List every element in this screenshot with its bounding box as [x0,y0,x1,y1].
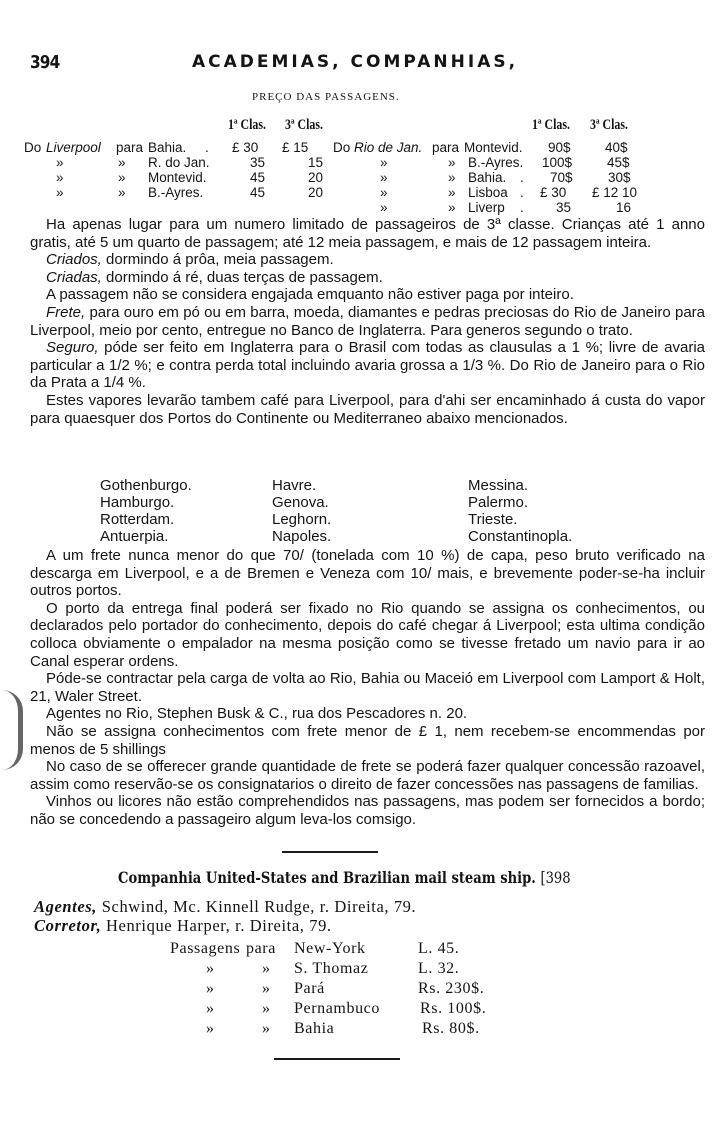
fare-prefix: » [206,1000,215,1017]
para-frete [30,304,705,339]
ditto-mark: » [380,185,388,200]
para-wines: Vinhos ou licores não estão comprehendidos nas passagens, mas podem ser fornecidos a bordo; não se concedendo a passageiro algum leva-los comsigo. [30,793,705,828]
broker-line [34,916,332,936]
criados-text: dormindo á prôa, meia passagem. [101,251,334,269]
company-fare-row-1 [0,960,725,980]
fare-prefix: » [206,1020,215,1037]
port: Messina. [468,477,529,494]
port: Napoles. [272,528,332,545]
third-class-price: £ 12 10 [592,185,638,200]
port: Trieste. [468,511,518,528]
dest: Lisboa [468,185,508,200]
col-header-third-class-2: 3ª Clas. [590,117,628,133]
fare-para: para [246,940,276,957]
fares-section-title: PREÇO DAS PASSAGENS. [252,91,400,103]
first-class-price: 100$ [542,155,573,170]
agents-label: Agentes, [34,897,98,916]
agents-text: Schwind, Mc. Kinnell Rudge, r. Direita, 79. [97,897,417,916]
para-min-freight: Não se assigna conhecimentos com frete menor de £ 1, nem recebem-se encommendas por menos de 5 shillings [30,722,705,758]
dest: B.-Ayres. [148,185,204,200]
origin-liverpool: Liverpool [46,140,101,155]
fare-para: » [262,1000,271,1017]
fare-prefix: » [206,980,215,997]
third-class-price: 20 [308,185,324,200]
fare-dest: Bahia [294,1020,335,1037]
first-class-price: 90$ [548,140,571,155]
para-label: para [432,140,460,155]
ports-col-1 [100,477,192,545]
port: Palermo. [468,494,529,511]
port: Leghorn. [272,511,332,528]
fare-row-rio-0 [0,140,725,155]
from-prefix: Do [333,140,351,155]
seguro-label: Seguro, [46,339,99,357]
para-engagement: A passagem não se considera engajada emquanto não estiver paga por inteiro. [46,286,574,304]
port: Hamburgo. [100,494,175,511]
para-label: para [116,140,144,155]
fare-dest: S. Thomaz [294,960,369,977]
frete-text: para ouro em pó ou em barra, moeda, diamantes e pedras preciosas do Rio de Janeiro para Liverpool, meio por cento, entregue no Banco de Inglaterra. Para generos segundo o trato. [30,303,705,339]
third-class-price: 20 [308,170,324,185]
ports-col-3 [468,477,572,545]
col-header-first-class-2: 1ª Clas. [532,117,570,133]
third-class-price: 15 [308,155,324,170]
body-text-2 [30,547,705,829]
page-number: 394 [30,52,60,73]
ditto-mark: » [380,155,388,170]
para-third-class-limits: Ha apenas lugar para um numero limitado de passageiros de 3ª classe. Crianças até 1 anno gratis, até 5 um quarto de passagem; até 12 meia passagem, e mais de 12 passagem inteira. [30,216,705,251]
ditto-mark: » [118,170,126,185]
ditto-mark: » [118,155,126,170]
fare-price: Rs. 230$. [418,980,485,997]
body-text [30,216,705,427]
first-class-price: 45 [250,170,266,185]
port: Antuerpia. [100,528,169,545]
leader-dots: . [205,140,209,155]
ditto-mark: » [448,170,456,185]
first-class-price: £ 30 [232,140,259,155]
dest: Liverp [468,200,505,215]
leader-dots: . [520,185,524,200]
ditto-mark: » [56,155,64,170]
dest: Montevid. [148,170,207,185]
dest: Bahia. [468,170,507,185]
company-fare-row-3 [0,1000,725,1020]
ditto-mark: » [118,185,126,200]
para-coffee: Estes vapores levarão tambem café para Liverpool, para d'ahi ser encaminhado á custa do vapor para quaesquer dos Portos do Continente ou Mediterraneo abaixo mencionados. [30,391,705,427]
para-criados [30,251,705,269]
ditto-mark: » [380,200,388,215]
leader-dots: . [520,170,524,185]
fare-para: » [262,980,271,997]
para-final-port: O porto da entrega final poderá ser fixado no Rio quando se assigna os conhecimentos, ou declarados pelo portador do conhecimento, depois do café chegar á Liverpool; esta ultima condição colloca obviamente o empalador na mesma posição como se tivesse fretado um navio para ir ao Canal esperar ordens. [30,599,705,670]
port: Genova. [272,494,329,511]
company-title: Companhia United-States and Brazilian mail steam ship. [118,868,536,887]
para-concessions: No caso de se offerecer grande quantidade de frete se poderá fazer qualquer concessão razoavel, assim como reservão-se os consignatarios o direito de fazer concessões nas passagens de familias. [30,758,705,793]
origin-rio: Rio de Jan. [354,140,423,155]
col-header-third-class: 3ª Clas. [285,117,323,133]
running-title: ACADEMIAS, COMPANHIAS, [192,52,519,72]
para-agents-rio: Agentes no Rio, Stephen Busk & C., rua dos Pescadores n. 20. [46,705,468,723]
first-class-price: 35 [250,155,266,170]
first-class-price: 35 [556,200,572,215]
first-class-price: 70$ [550,170,573,185]
port: Gothenburgo. [100,477,192,494]
third-class-price: 16 [616,200,632,215]
dest: R. do Jan. [148,155,210,170]
frete-label: Frete, [46,303,86,321]
third-class-price: 30$ [608,170,631,185]
ditto-mark: » [380,170,388,185]
fare-row-rio-3 [0,185,725,200]
ditto-mark: » [56,185,64,200]
cross-reference: [398 [540,868,571,887]
company-fare-row-2 [0,980,725,1000]
fare-dest: Pará [294,980,325,997]
fare-prefix: » [206,960,215,977]
port: Havre. [272,477,317,494]
company-name [118,868,571,887]
dest: Bahia. [148,140,187,155]
para-seguro [30,339,705,392]
port: Constantinopla. [468,528,573,545]
seguro-text: póde ser feito em Inglaterra para o Brasil com todas as clausulas a 1 %; livre de avaria particular a 1/2 %; e contra perda total incluindo avaria grossa a 1/3 %. Do Rio de Janeiro para o Rio da Prata a 1/4 %. [30,339,705,392]
dest: Montevid. [464,140,523,155]
broker-text: Henrique Harper, r. Direita, 79. [101,916,332,935]
agents-line [34,897,416,917]
criados-label: Criados, [46,251,102,269]
ditto-mark: » [448,200,456,215]
ditto-mark: » [56,170,64,185]
port: Rotterdam. [100,511,175,528]
ditto-mark: » [448,185,456,200]
third-class-price: £ 15 [282,140,309,155]
fare-price: Rs. 80$. [422,1020,480,1037]
broker-label: Corretor, [34,916,102,935]
company-fare-row-4 [0,1020,725,1040]
fare-price: L. 32. [418,960,460,977]
margin-stain [2,690,23,770]
criadas-text: dormindo á ré, duas terças de passagem. [101,268,383,286]
from-prefix: Do [24,140,42,155]
criadas-label: Criadas, [46,268,102,286]
fare-prefix: Passagens [170,940,241,957]
third-class-price: 45$ [607,155,630,170]
ditto-mark: » [448,155,456,170]
section-divider [282,851,378,853]
fare-dest: Pernambuco [294,1000,380,1017]
col-header-first-class: 1ª Clas. [228,117,266,133]
company-fare-row-0 [0,940,725,960]
fare-row-rio-1 [0,155,725,170]
fare-dest: New-York [294,940,366,957]
fare-para: » [262,960,271,977]
fare-price: Rs. 100$. [420,1000,487,1017]
first-class-price: 45 [250,185,266,200]
fare-row-rio-2 [0,170,725,185]
para-return-cargo: Póde-se contractar pela carga de volta ao Rio, Bahia ou Maceió em Liverpool com Lamport & Holt, 21, Waler Street. [30,670,705,705]
third-class-price: 40$ [605,140,628,155]
leader-dots: . [520,200,524,215]
fare-row-rio-4 [0,200,725,215]
ports-col-2 [272,477,331,545]
bottom-divider [274,1058,400,1060]
para-criadas [30,269,705,287]
para-freight-minimum: A um frete nunca menor do que 70/ (tonelada com 10 %) de capa, peso bruto verificado na descarga em Liverpool, e a de Bremen e Veneza com 10/ mais, e brevemente poder-se-ha incluir outros portos. [30,547,705,600]
fare-price: L. 45. [418,940,460,957]
first-class-price: £ 30 [540,185,567,200]
fare-para: » [262,1020,271,1037]
dest: B.-Ayres. [468,155,524,170]
